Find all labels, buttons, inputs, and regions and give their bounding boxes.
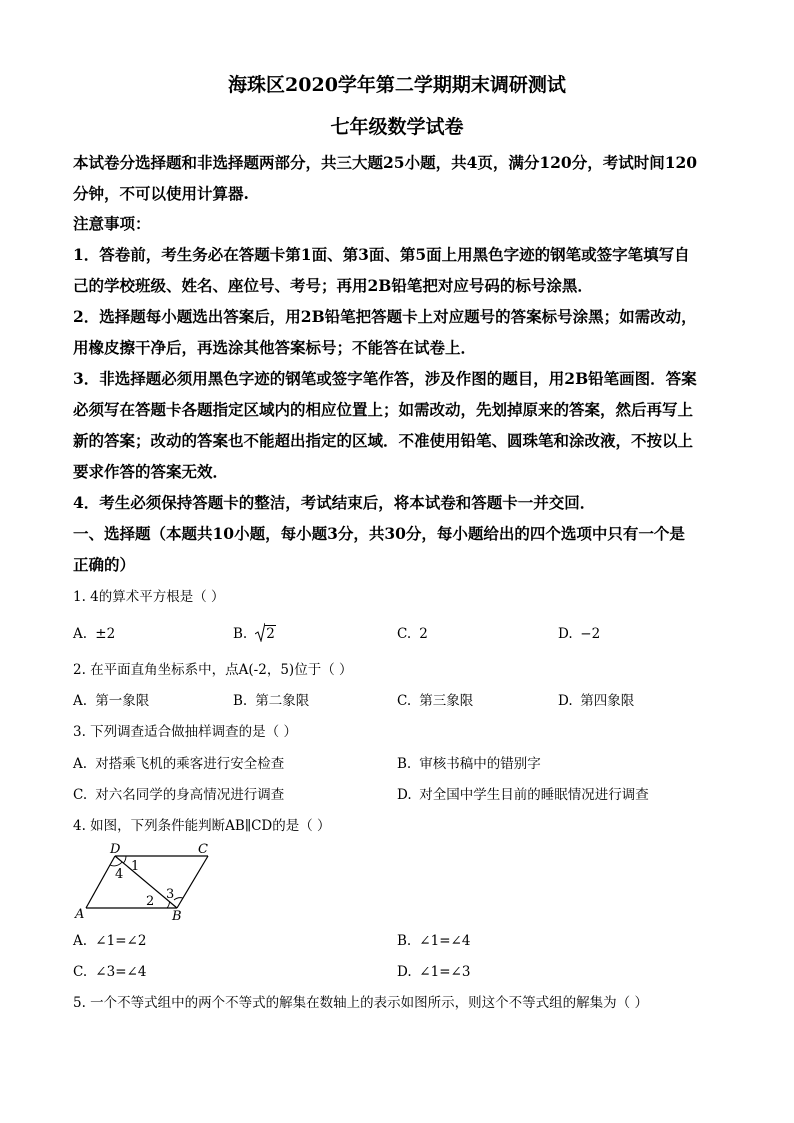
option-key: A. — [73, 756, 88, 772]
notice-line: 4．考生必须保持答题卡的整洁，考试结束后，将本试卷和答题卡一并交回． — [73, 493, 596, 512]
option-text: 对全国中学生目前的睡眠情况进行调查 — [419, 787, 649, 803]
q3-option-a[interactable] — [73, 755, 284, 773]
edge-da — [86, 856, 115, 908]
option-text: 对搭乘飞机的乘客进行安全检查 — [95, 756, 285, 772]
q2-option-c[interactable] — [397, 692, 473, 710]
q1-option-a[interactable] — [73, 625, 115, 643]
label-c: C — [198, 842, 208, 857]
option-text: 2 — [266, 626, 275, 642]
q2-option-a[interactable] — [73, 692, 149, 710]
notice-line: 必须写在答题卡各题指定区域内的相应位置上；如需改动，先划掉原来的答案，然后再写上 — [73, 400, 694, 419]
option-text: 第一象限 — [95, 693, 150, 709]
label-angle-2: 2 — [146, 894, 155, 909]
edge-bc — [177, 856, 208, 908]
notice-line: 3．非选择题必须用黑色字迹的钢笔或签字笔作答，涉及作图的题目，用2B铅笔画图．答案 — [73, 369, 697, 388]
question-3-stem: 3. 下列调查适合做抽样调查的是（ ） — [73, 724, 297, 740]
section-heading-cont: 正确的） — [73, 555, 136, 574]
notice-heading: 注意事项： — [73, 214, 151, 233]
question-4-stem: 4. 如图，下列条件能判断AB∥CD的是（ ） — [73, 818, 331, 834]
q1-option-c[interactable] — [397, 625, 428, 643]
option-key: A. — [73, 933, 88, 949]
option-text: 第三象限 — [419, 693, 474, 709]
question-5-stem: 5. 一个不等式组中的两个不等式的解集在数轴上的表示如图所示，则这个不等式组的解集为（ ） — [73, 995, 648, 1011]
q3-option-b[interactable] — [397, 755, 541, 773]
option-text: ∠1=∠2 — [95, 933, 147, 949]
option-text: 2 — [419, 626, 428, 642]
q4-option-d[interactable] — [397, 963, 470, 981]
label-d: D — [110, 842, 121, 857]
label-angle-3: 3 — [166, 887, 175, 902]
q3-option-c[interactable] — [73, 786, 284, 804]
parallelogram-figure — [70, 840, 220, 922]
q4-option-b[interactable] — [397, 932, 470, 950]
option-key: C. — [73, 964, 88, 980]
notice-line: 用橡皮擦干净后，再选涂其他答案标号；不能答在试卷上． — [73, 338, 477, 357]
q2-option-b[interactable] — [233, 692, 309, 710]
notice-line: 新的答案；改动的答案也不能超出指定的区域．不准使用铅笔、圆珠笔和涂改液，不按以上 — [73, 431, 694, 450]
option-key: B. — [397, 756, 412, 772]
label-b: B — [172, 909, 182, 922]
sqrt-symbol — [255, 625, 276, 643]
option-key: C. — [397, 626, 412, 642]
option-text: ∠1=∠4 — [419, 933, 471, 949]
intro-line-1: 本试卷分选择题和非选择题两部分，共三大题25小题，共4页，满分120分，考试时间120 — [73, 153, 698, 172]
q4-option-a[interactable] — [73, 932, 146, 950]
question-2-stem: 2. 在平面直角坐标系中，点A(-2，5)位于（ ） — [73, 662, 353, 678]
angle-arc-2 — [167, 902, 170, 909]
label-angle-4: 4 — [115, 867, 124, 882]
option-key: D. — [397, 787, 412, 803]
option-text: 第二象限 — [255, 693, 310, 709]
notice-line: 1．答卷前，考生务必在答题卡第1面、第3面、第5面上用黑色字迹的钢笔或签字笔填写自 — [73, 245, 690, 264]
q2-option-d[interactable] — [558, 692, 634, 710]
option-text: ±2 — [95, 626, 116, 642]
label-angle-1: 1 — [131, 859, 140, 874]
option-key: C. — [73, 787, 88, 803]
exam-title: 海珠区2020学年第二学期期末调研测试 — [228, 74, 566, 96]
option-key: B. — [233, 626, 248, 642]
option-key: B. — [233, 693, 248, 709]
notice-line: 己的学校班级、姓名、座位号、考号；再用2B铅笔把对应号码的标号涂黑． — [73, 276, 593, 295]
q1-option-b[interactable] — [233, 625, 276, 643]
option-key: D. — [558, 626, 573, 642]
exam-subtitle: 七年级数学试卷 — [330, 116, 464, 138]
option-key: A. — [73, 693, 88, 709]
option-text: 第四象限 — [580, 693, 635, 709]
notice-line: 要求作答的答案无效． — [73, 462, 229, 481]
q1-option-d[interactable] — [558, 625, 600, 643]
option-text: 审核书稿中的错别字 — [419, 756, 541, 772]
angle-arc-1 — [124, 856, 127, 863]
option-key: B. — [397, 933, 412, 949]
label-a: A — [75, 907, 85, 922]
section-heading: 一、选择题（本题共10小题，每小题3分，共30分，每小题给出的四个选项中只有一个是 — [73, 524, 685, 543]
option-text: −2 — [580, 626, 601, 642]
option-key: A. — [73, 626, 88, 642]
q4-option-c[interactable] — [73, 963, 146, 981]
option-key: C. — [397, 693, 412, 709]
option-text: 对六名同学的身高情况进行调查 — [95, 787, 285, 803]
option-text: ∠1=∠3 — [419, 964, 471, 980]
intro-line-2: 分钟，不可以使用计算器. — [73, 184, 249, 203]
option-text: ∠3=∠4 — [95, 964, 147, 980]
question-1-stem: 1. 4的算术平方根是（ ） — [73, 589, 225, 605]
q3-option-d[interactable] — [397, 786, 649, 804]
notice-line: 2．选择题每小题选出答案后，用2B铅笔把答题卡上对应题号的答案标号涂黑；如需改动， — [73, 307, 697, 326]
option-key: D. — [558, 693, 573, 709]
option-key: D. — [397, 964, 412, 980]
